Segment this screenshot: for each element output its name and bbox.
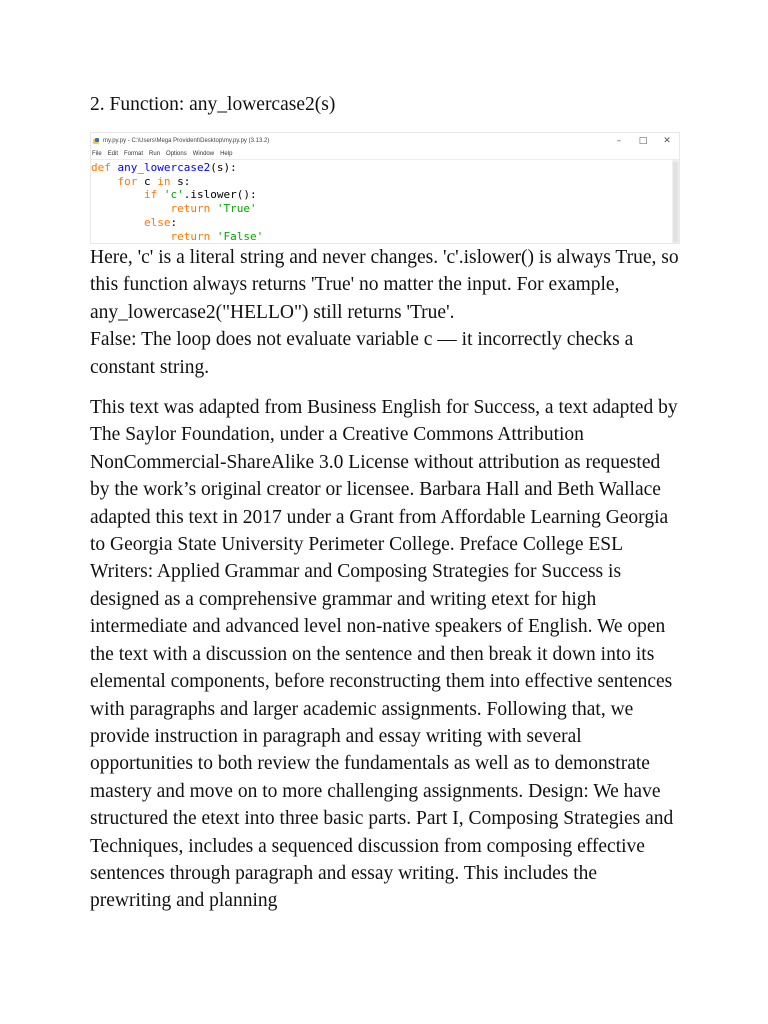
explanation-paragraph: Here, 'c' is a literal string and never changes. 'c'.islower() is always True, so this function always returns 'True' no matter the input. For example, any_lowercase2("HELLO") still returns 'True'.: [90, 247, 679, 323]
window-title: my.py.py - C:\Users\Mega Provident\Desktop\my.py.py (3.13.2): [103, 138, 270, 144]
menu-window: Window: [192, 151, 215, 157]
section-heading: 2. Function: any_lowercase2(s): [90, 94, 336, 115]
string-literal: 'False': [216, 229, 264, 243]
menu-options: Options: [166, 151, 187, 157]
menu-edit: Edit: [107, 151, 119, 157]
python-app-icon: [93, 138, 100, 145]
editor-scrollbar: [672, 160, 679, 244]
keyword: in: [157, 174, 171, 188]
conclusion-paragraph: False: The loop does not evaluate variable c — it incorrectly checks a constant string.: [90, 329, 634, 378]
idle-editor-screenshot: [90, 132, 680, 244]
code-text: c: [137, 174, 158, 188]
menu-help: Help: [220, 151, 233, 157]
maximize-icon: □: [638, 136, 648, 146]
keyword: return: [170, 229, 211, 243]
code-text: (s):: [210, 161, 237, 174]
close-icon: ✕: [663, 136, 671, 146]
document-page: [90, 92, 682, 915]
minimize-icon: –: [616, 136, 622, 146]
code-line-4: [91, 202, 679, 216]
keyword: def: [91, 161, 111, 174]
editor-menubar: [91, 149, 679, 160]
body-paragraph: This text was adapted from Business English for Success, a text adapted by The Saylor Foundation, under a Creative Commons Attribution NonCommercial-ShareAlike 3.0 License without attribution as requested by the work’s original creator or licensee. Barbara Hall and Beth Wallace adapted this text in 2017 under a Grant from Affordable Learning Georgia to Georgia State University Perimeter College. Preface College ESL Writers: Applied Grammar and Composing Strategies for Success is designed as a comprehensive grammar and writing etext for high intermediate and advanced level non-native speakers of English. We open the text with a discussion on the sentence and then break it down into its elemental components, before reconstructing them into effective sentences with paragraphs and larger academic assignments. Following that, we provide instruction in paragraph and essay writing with several opportunities to both review the fundamentals as well as to demonstrate mastery and move on to more challenging assignments. Design: We have structured the etext into three basic parts. Part I, Composing Strategies and Techniques, includes a sequenced discussion from composing effective sentences through paragraph and essay writing. This includes the prewriting and planning: [90, 397, 678, 912]
function-name: any_lowercase2: [117, 161, 211, 174]
code-line-6: [91, 230, 679, 244]
string-literal: 'c': [163, 188, 184, 202]
string-literal: 'True': [216, 202, 257, 216]
code-line-2: [91, 175, 679, 189]
code-line-1: [91, 161, 679, 175]
window-titlebar: [91, 133, 679, 149]
menu-run: Run: [149, 151, 161, 157]
keyword: if: [143, 188, 158, 202]
keyword: for: [117, 174, 138, 188]
code-text: .islower():: [183, 188, 257, 202]
keyword: else: [143, 215, 171, 229]
code-line-5: [91, 216, 679, 230]
code-text: s:: [170, 174, 191, 188]
code-area: [91, 160, 679, 244]
menu-format: Format: [124, 151, 144, 157]
keyword: return: [170, 202, 211, 216]
code-text: :: [170, 215, 178, 229]
scrollbar-thumb: [673, 162, 678, 242]
code-line-3: [91, 188, 679, 202]
menu-file: File: [92, 151, 102, 157]
